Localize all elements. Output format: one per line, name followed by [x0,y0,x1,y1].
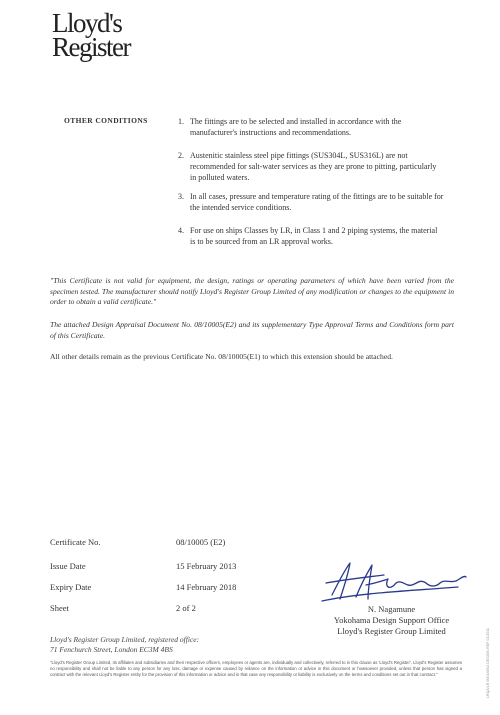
other-conditions-label: OTHER CONDITIONS [64,116,148,125]
issue-date-value: 15 February 2013 [176,561,237,571]
condition-item [178,225,444,247]
lloyds-register-logo [52,10,142,66]
condition-text: The fittings are to be selected and installed in accordance with the manufacturer's instructions and recommendations. [190,117,402,137]
certificate-no-value: 08/10005 (E2) [176,537,226,547]
condition-number: 3. [178,192,184,201]
sheet-value: 2 of 2 [176,603,196,613]
certificate-no-label: Certificate No. [50,537,101,547]
expiry-date-label: Expiry Date [50,582,92,592]
condition-item [178,191,444,213]
sheet-label: Sheet [50,603,69,613]
signatory-office: Yokohama Design Support Office [333,615,450,625]
handwritten-signature [318,557,468,605]
condition-number: 2. [178,151,184,160]
condition-number: 1. [178,117,184,126]
design-appraisal-statement: The attached Design Appraisal Document No. 08/10005(E2) and its supplementary Type Approval Terms and Conditions form part of this Certificate. [50,320,454,340]
logo-line-2: Register [52,32,130,62]
condition-number: 4. [178,226,184,235]
signatory-group: Lloyd's Register Group Limited [337,626,446,636]
registered-office [50,635,199,655]
condition-text: In all cases, pressure and temperature rating of the fittings are to be suitable for the intended service conditions. [190,192,444,212]
signatory-name: N. Nagamune [367,604,416,614]
expiry-date-value: 14 February 2018 [176,582,237,592]
side-reference-text: LRQA/LR 0001/0002 DESIGN REF 01/2011 [486,627,490,698]
extension-statement: All other details remain as the previous Certificate No. 08/10005(E1) to which this extension should be attached. [50,352,393,361]
condition-text: Austenitic stainless steel pipe fittings (SUS304L, SUS316L) are not recommended for salt-water services as they are prone to pitting, particularly in polluted waters. [190,151,437,182]
registered-office-line-2: 71 Fenchurch Street, London EC3M 4BS [50,645,173,654]
side-reference [486,627,494,700]
condition-item [178,150,444,183]
logo-line-1: Lloyd's [52,8,122,38]
condition-text: For use on ships Classes by LR, in Class 1 and 2 piping systems, the material is to be sourced from an LR approval works. [190,226,438,246]
legal-disclaimer: "Lloyd's Register Group Limited, its affiliates and subsidiaries and their respective officers, employees or agents are, individually and collectively, referred to in this clause as 'Lloyd's Register'. Lloyd's Register assumes no responsibility and shall not be liable to any person for any loss, damage or expense caused by reliance on the information or advice in this document or howsoever provided, unless that person has signed a contract with the relevant Lloyd's Register entity for the provision of this information or advice and in that case any responsibility or liability is exclusively on the terms and conditions set out in that contract." [50,660,462,677]
issue-date-label: Issue Date [50,561,86,571]
registered-office-line-1: Lloyd's Register Group Limited, registered office: [50,635,200,644]
validity-statement: "This Certificate is not valid for equipment, the design, ratings or operating parameters of which have been varied from the specimen tested. The manufacturer should notify Lloyd's Register Group Limited of any modification or changes to the equipment in order to obtain a valid certificate." [50,276,454,306]
condition-item [178,116,444,138]
